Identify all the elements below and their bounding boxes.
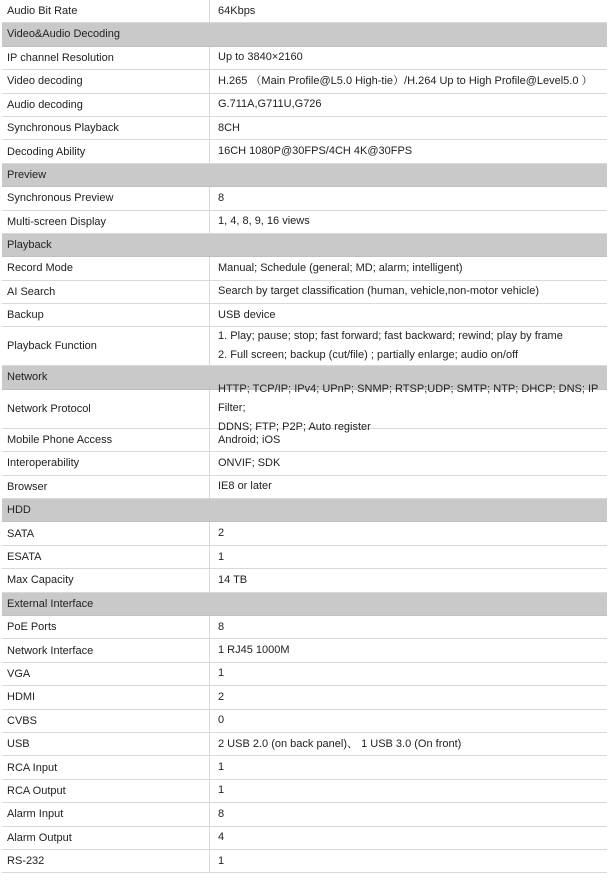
spec-name: VGA bbox=[2, 663, 210, 685]
spec-value-line: 8 bbox=[218, 620, 225, 633]
spec-value-line: Android; iOS bbox=[218, 433, 281, 446]
spec-value-line: 1 bbox=[218, 667, 225, 680]
spec-name: Max Capacity bbox=[2, 569, 210, 591]
spec-value-line: 2 USB 2.0 (on back panel)、 1 USB 3.0 (On front) bbox=[218, 737, 462, 750]
spec-value bbox=[210, 211, 607, 233]
spec-value-line: 1 bbox=[218, 761, 225, 774]
spec-row bbox=[2, 733, 607, 756]
spec-row bbox=[2, 94, 607, 117]
spec-row bbox=[2, 569, 607, 592]
spec-row bbox=[2, 429, 607, 452]
spec-value-line: 1 bbox=[218, 854, 225, 867]
spec-value bbox=[210, 827, 607, 849]
spec-value bbox=[210, 780, 607, 802]
spec-name: Network Interface bbox=[2, 639, 210, 661]
spec-value-line: 1 bbox=[218, 550, 225, 563]
section-title: Playback bbox=[7, 238, 52, 251]
section-title: Video&Audio Decoding bbox=[7, 28, 120, 41]
spec-name: Synchronous Preview bbox=[2, 187, 210, 209]
spec-table bbox=[2, 0, 607, 873]
section-header bbox=[2, 499, 607, 522]
spec-value bbox=[210, 663, 607, 685]
spec-value bbox=[210, 0, 607, 22]
spec-value bbox=[210, 616, 607, 638]
section-title: External Interface bbox=[7, 597, 94, 610]
spec-value-line: USB device bbox=[218, 308, 276, 321]
spec-value bbox=[210, 639, 607, 661]
spec-value bbox=[210, 850, 607, 872]
spec-name: Network Protocol bbox=[2, 390, 210, 428]
spec-value-line: 8 bbox=[218, 191, 225, 204]
spec-value-line: G.711A,G711U,G726 bbox=[218, 98, 322, 111]
spec-name: Playback Function bbox=[2, 327, 210, 365]
section-title: Preview bbox=[7, 168, 47, 181]
spec-name: Video decoding bbox=[2, 70, 210, 92]
spec-value bbox=[210, 546, 607, 568]
spec-value bbox=[210, 304, 607, 326]
spec-value-line: ONVIF; SDK bbox=[218, 456, 281, 469]
spec-name: USB bbox=[2, 733, 210, 755]
spec-value-line: 0 bbox=[218, 714, 225, 727]
spec-row bbox=[2, 140, 607, 163]
section-header bbox=[2, 164, 607, 187]
spec-value bbox=[210, 803, 607, 825]
spec-value-line: 2 bbox=[218, 690, 225, 703]
spec-name: Audio decoding bbox=[2, 94, 210, 116]
spec-name: Alarm Input bbox=[2, 803, 210, 825]
spec-value bbox=[210, 94, 607, 116]
spec-value-line: 4 bbox=[218, 831, 225, 844]
spec-row bbox=[2, 803, 607, 826]
spec-name: Multi-screen Display bbox=[2, 211, 210, 233]
spec-name: IP channel Resolution bbox=[2, 47, 210, 69]
spec-value-line: IE8 or later bbox=[218, 480, 272, 493]
spec-row bbox=[2, 616, 607, 639]
spec-row bbox=[2, 780, 607, 803]
spec-row bbox=[2, 304, 607, 327]
spec-name: AI Search bbox=[2, 281, 210, 303]
spec-row bbox=[2, 522, 607, 545]
spec-value-line: 1 RJ45 1000M bbox=[218, 644, 290, 657]
spec-value-line: 2 bbox=[218, 527, 225, 540]
spec-name: Backup bbox=[2, 304, 210, 326]
spec-value-line: 14 TB bbox=[218, 573, 248, 586]
section-header bbox=[2, 23, 607, 46]
spec-value bbox=[210, 117, 607, 139]
spec-row bbox=[2, 383, 607, 434]
spec-row bbox=[2, 686, 607, 709]
spec-name: Record Mode bbox=[2, 257, 210, 279]
spec-value bbox=[210, 476, 607, 498]
spec-row bbox=[2, 756, 607, 779]
spec-value-line: H.265 （Main Profile@L5.0 High-tie）/H.264 Up to High Profile@Level5.0 ） bbox=[218, 74, 593, 87]
spec-value bbox=[210, 327, 607, 365]
spec-name: CVBS bbox=[2, 710, 210, 732]
spec-value bbox=[210, 569, 607, 591]
spec-row bbox=[2, 452, 607, 475]
spec-value bbox=[210, 257, 607, 279]
spec-value-line: 64Kbps bbox=[218, 4, 256, 17]
spec-row bbox=[2, 850, 607, 873]
spec-value-line: Search by target classification (human, vehicle,non-motor vehicle) bbox=[218, 285, 539, 298]
spec-value-line: Manual; Schedule (general; MD; alarm; intelligent) bbox=[218, 261, 463, 274]
spec-value bbox=[210, 686, 607, 708]
spec-name: HDMI bbox=[2, 686, 210, 708]
spec-name: Browser bbox=[2, 476, 210, 498]
spec-value-line: DDNS; FTP; P2P; Auto register bbox=[218, 421, 371, 434]
spec-name: SATA bbox=[2, 522, 210, 544]
spec-row bbox=[2, 476, 607, 499]
spec-name: Alarm Output bbox=[2, 827, 210, 849]
spec-value bbox=[210, 429, 607, 451]
spec-row bbox=[2, 187, 607, 210]
spec-value-line: 8CH bbox=[218, 121, 241, 134]
spec-row bbox=[2, 639, 607, 662]
spec-name: RCA Input bbox=[2, 756, 210, 778]
spec-value-line: 2. Full screen; backup (cut/file) ; partially enlarge; audio on/off bbox=[218, 349, 519, 362]
spec-row bbox=[2, 281, 607, 304]
spec-value bbox=[210, 47, 607, 69]
spec-value bbox=[210, 70, 607, 92]
section-title: Network bbox=[7, 371, 48, 384]
spec-value-line: 1. Play; pause; stop; fast forward; fast backward; rewind; play by frame bbox=[218, 330, 563, 343]
spec-row bbox=[2, 546, 607, 569]
spec-row bbox=[2, 117, 607, 140]
spec-value bbox=[210, 383, 607, 434]
spec-value bbox=[210, 187, 607, 209]
section-header bbox=[2, 234, 607, 257]
spec-value bbox=[210, 522, 607, 544]
spec-name: Mobile Phone Access bbox=[2, 429, 210, 451]
spec-row bbox=[2, 827, 607, 850]
spec-value bbox=[210, 452, 607, 474]
section-header bbox=[2, 593, 607, 616]
spec-name: Decoding Ability bbox=[2, 140, 210, 162]
spec-name: Audio Bit Rate bbox=[2, 0, 210, 22]
spec-value-line: 16CH 1080P@30FPS/4CH 4K@30FPS bbox=[218, 145, 413, 158]
spec-name: RS-232 bbox=[2, 850, 210, 872]
spec-row bbox=[2, 257, 607, 280]
spec-name: Interoperability bbox=[2, 452, 210, 474]
spec-value bbox=[210, 756, 607, 778]
spec-row bbox=[2, 710, 607, 733]
spec-name: ESATA bbox=[2, 546, 210, 568]
spec-value-line: Up to 3840×2160 bbox=[218, 51, 303, 64]
spec-value bbox=[210, 281, 607, 303]
spec-row bbox=[2, 0, 607, 23]
spec-row bbox=[2, 47, 607, 70]
spec-value-line: 8 bbox=[218, 807, 225, 820]
spec-name: PoE Ports bbox=[2, 616, 210, 638]
spec-row bbox=[2, 663, 607, 686]
spec-row bbox=[2, 70, 607, 93]
spec-name: RCA Output bbox=[2, 780, 210, 802]
spec-name: Synchronous Playback bbox=[2, 117, 210, 139]
spec-value-line: HTTP; TCP/IP; IPv4; UPnP; SNMP; RTSP;UDP; SMTP; NTP; DHCP; DNS; IP Filter; bbox=[218, 383, 599, 415]
spec-row bbox=[2, 211, 607, 234]
spec-value bbox=[210, 733, 607, 755]
spec-value-line: 1 bbox=[218, 784, 225, 797]
section-title: HDD bbox=[7, 504, 31, 517]
spec-row bbox=[2, 327, 607, 366]
spec-value bbox=[210, 140, 607, 162]
spec-value-line: 1, 4, 8, 9, 16 views bbox=[218, 215, 310, 228]
spec-value bbox=[210, 710, 607, 732]
